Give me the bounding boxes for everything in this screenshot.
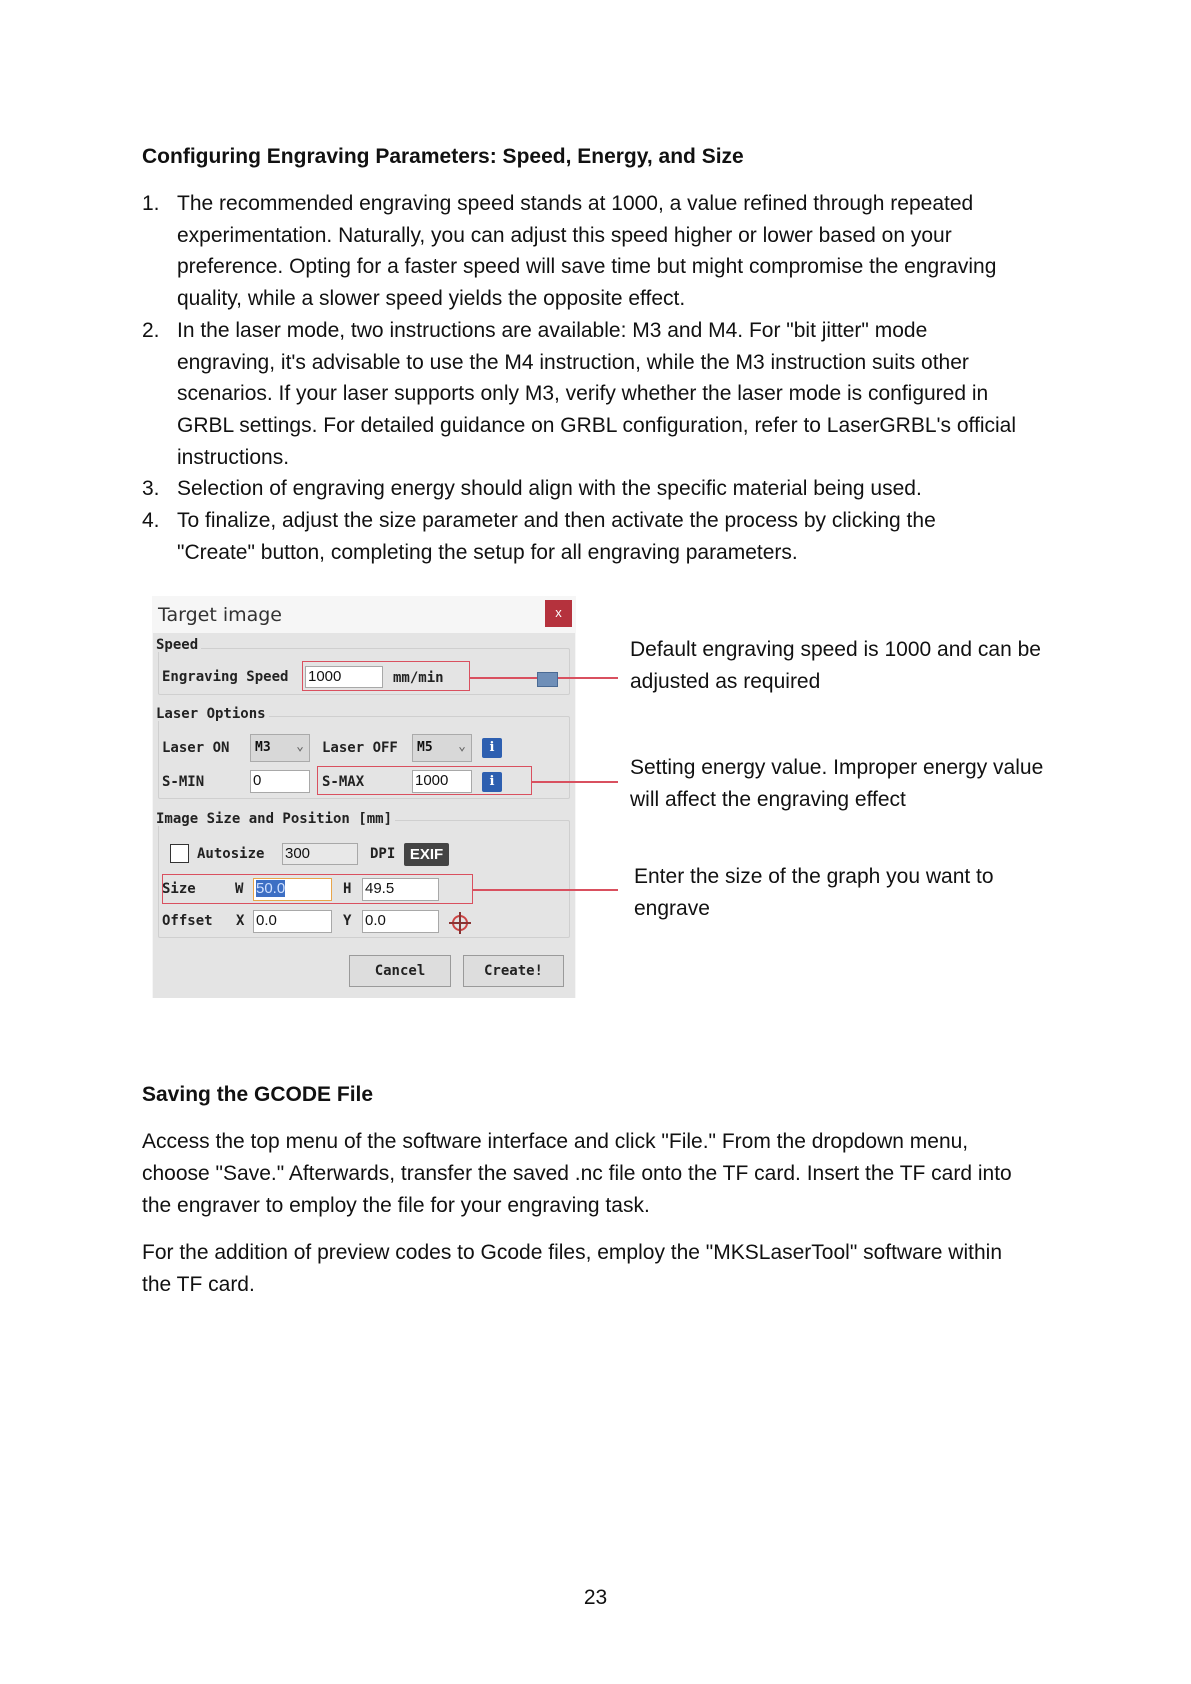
annotation-line: engrave — [634, 897, 710, 920]
list-item-line: To finalize, adjust the size parameter and then activate the process by clicking the — [177, 509, 936, 532]
book-icon[interactable] — [537, 672, 558, 687]
annotation-line: will affect the engraving effect — [630, 788, 906, 811]
annotation-energy — [630, 752, 1043, 816]
list-item-line: The recommended engraving speed stands at 1000, a value refined through repeated — [177, 192, 974, 215]
laser-options-label: Laser Options — [153, 707, 269, 721]
dpi-input[interactable]: 300 — [282, 843, 358, 865]
callout-line — [532, 781, 618, 783]
highlight-box — [162, 874, 473, 904]
list-number: 2. — [142, 318, 160, 342]
dialog-title: Target image — [158, 604, 283, 626]
laser-on-label: Laser ON — [162, 740, 230, 756]
annotation-line: adjusted as required — [630, 670, 821, 693]
annotation-line: Setting energy value. Improper energy value — [630, 756, 1044, 779]
create-button[interactable]: Create! — [463, 955, 564, 987]
size-label: Size — [162, 881, 196, 897]
crosshair-icon[interactable] — [448, 912, 472, 934]
list-item-line: instructions. — [177, 445, 290, 469]
list-item-line: experimentation. Naturally, you can adjust this speed higher or lower based on your — [177, 223, 952, 247]
smin-input[interactable]: 0 — [250, 770, 310, 793]
dpi-label: DPI — [370, 846, 396, 862]
h-label: H — [343, 881, 352, 897]
offset-y-input[interactable]: 0.0 — [362, 910, 439, 933]
list-item-line: Selection of engraving energy should align with the specific material being used. — [177, 477, 922, 501]
highlight-box — [302, 661, 470, 691]
annotation-line: Default engraving speed is 1000 and can be — [630, 638, 1041, 661]
engraving-speed-input[interactable]: 1000 — [305, 666, 383, 688]
y-label: Y — [343, 913, 352, 929]
info-icon[interactable]: i — [482, 738, 502, 758]
image-size-group-label: Image Size and Position [mm] — [153, 812, 395, 826]
speed-unit: mm/min — [393, 670, 444, 686]
laser-off-label: Laser OFF — [322, 740, 398, 756]
laser-off-value: M5 — [417, 740, 433, 755]
exif-button[interactable]: EXIF — [404, 843, 449, 866]
speed-group-label: Speed — [153, 638, 201, 652]
list-item-line: engraving, it's advisable to use the M4 instruction, while the M3 instruction suits other — [177, 350, 969, 374]
list-item-line: In the laser mode, two instructions are available: M3 and M4. For "bit jitter" mode — [177, 318, 928, 342]
callout-line — [473, 889, 618, 891]
list-number: 1. — [142, 192, 160, 215]
offset-label: Offset — [162, 913, 213, 929]
w-label: W — [235, 881, 244, 897]
paragraph-line: the TF card. — [142, 1273, 255, 1296]
smin-label: S-MIN — [162, 774, 205, 790]
list-item-line: preference. Opting for a faster speed will save time but might compromise the engraving — [177, 255, 997, 279]
list-item-line: GRBL settings. For detailed guidance on GRBL configuration, refer to LaserGRBL's official — [177, 413, 1017, 437]
engraving-speed-label: Engraving Speed — [162, 669, 289, 685]
paragraph-line: the engraver to employ the file for your engraving task. — [142, 1194, 650, 1217]
height-input[interactable]: 49.5 — [362, 878, 439, 901]
x-label: X — [236, 913, 245, 929]
paragraph-line: choose "Save." Afterwards, transfer the saved .nc file onto the TF card. Insert the TF card into — [142, 1162, 1012, 1185]
annotation-line: Enter the size of the graph you want to — [634, 865, 994, 888]
section-heading: Saving the GCODE File — [142, 1083, 374, 1106]
width-value: 50.0 — [256, 880, 286, 897]
smax-input[interactable]: 1000 — [412, 770, 472, 793]
annotation-size — [634, 861, 994, 925]
list-item-line: scenarios. If your laser supports only M3, verify whether the laser mode is configured in — [177, 382, 989, 406]
paragraph-line: For the addition of preview codes to Gcode files, employ the "MKSLaserTool" software within — [142, 1241, 1002, 1264]
info-icon[interactable]: i — [482, 772, 502, 792]
autosize-checkbox[interactable] — [170, 844, 189, 863]
chevron-down-icon: ⌄ — [458, 739, 466, 754]
cancel-button[interactable]: Cancel — [349, 955, 451, 987]
target-image-dialog — [152, 596, 576, 998]
laser-off-select[interactable] — [412, 734, 472, 762]
offset-x-input[interactable]: 0.0 — [253, 910, 332, 933]
highlight-box — [317, 766, 532, 795]
autosize-label: Autosize — [197, 846, 265, 862]
list-number: 3. — [142, 477, 160, 501]
laser-on-select[interactable] — [250, 734, 310, 762]
list-item-line: "Create" button, completing the setup for all engraving parameters. — [177, 540, 798, 564]
list-item-line: quality, while a slower speed yields the opposite effect. — [177, 287, 686, 311]
paragraph-preview — [142, 1237, 1002, 1301]
section-heading: Configuring Engraving Parameters: Speed, Energy, and Size — [142, 145, 744, 168]
chevron-down-icon: ⌄ — [296, 739, 304, 754]
page-number: 23 — [583, 1586, 608, 1609]
list-number: 4. — [142, 509, 160, 532]
laser-on-value: M3 — [255, 740, 271, 755]
close-button[interactable]: x — [545, 600, 572, 627]
paragraph-save — [142, 1126, 1012, 1222]
annotation-speed — [630, 634, 1041, 698]
smax-label: S-MAX — [322, 774, 365, 790]
paragraph-line: Access the top menu of the software interface and click "File." From the dropdown menu, — [142, 1130, 969, 1153]
